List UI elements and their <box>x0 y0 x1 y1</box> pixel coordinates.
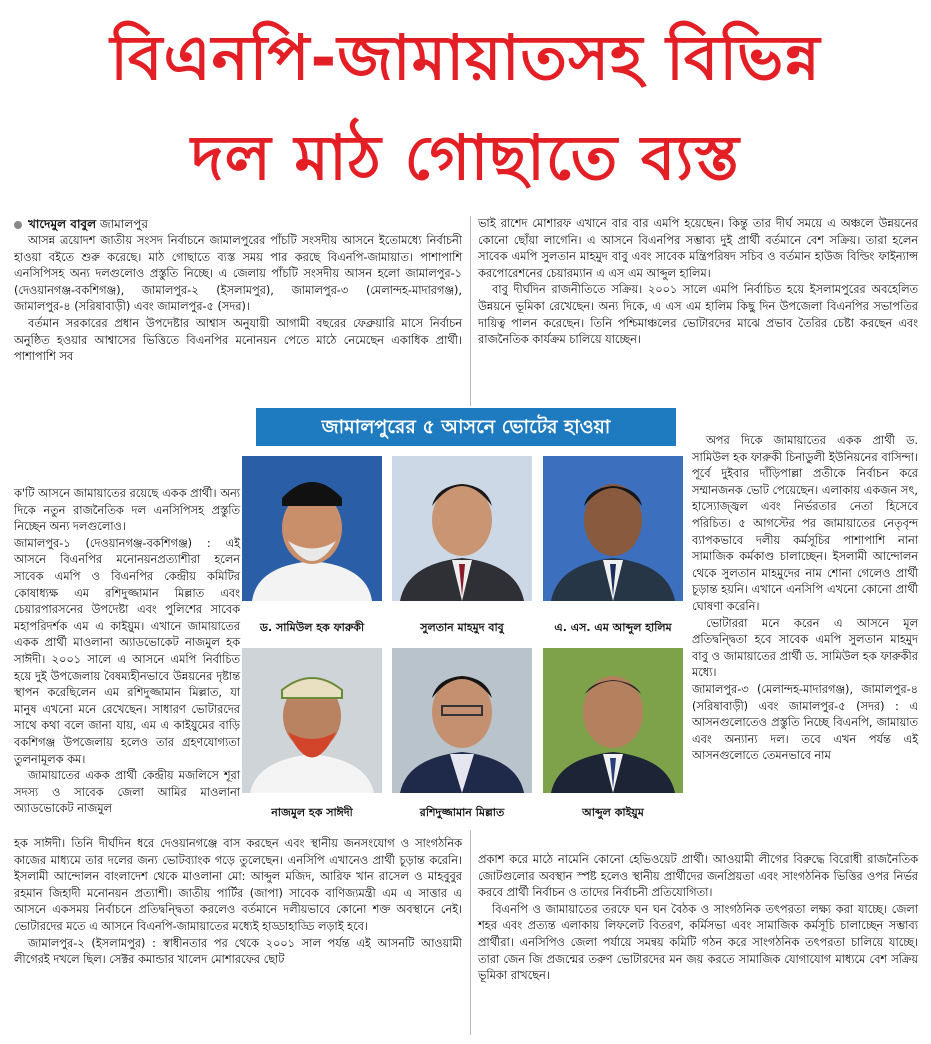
article-column-right-bottom <box>478 852 918 985</box>
author-name: খাদেমুল বাবুল <box>28 217 97 231</box>
portrait-photo <box>242 456 382 601</box>
paragraph: প্রকাশ করে মাঠে নামেনি কোনো হেভিওয়েট প্রার্থী। আওয়ামী লীগের বিরুদ্ধে বিরোধী রাজনৈতিক জোটগুলোর অবস্থান স্পষ্ট হলেও স্থানীয় প্রার্থীদের জনপ্রিয়তা এবং সাংগঠনিক ভিত্তির ওপর নির্ভর করবে প্রার্থী নির্বাচন ও তাদের নির্বাচনী প্রতিযোগিতা। <box>478 853 918 900</box>
author-place: জামালপুর <box>99 217 148 231</box>
portrait-photo <box>543 648 683 793</box>
paragraph: ভাই রাশেদ মোশারফ এখানে বার বার এমপি হয়েছেন। কিন্তু তার দীর্ঘ সময়ে এ অঞ্চলে উন্নয়নের কোনো ছোঁয়া লাগেনি। এ আসনে বিএনপির সম্ভাব্য দুই প্রার্থী বর্তমানে বেশ সক্রিয়। তারা হলেন সাবেক এমপি সুলতান মাহমুদ বাবু এবং সাবেক মন্ত্রিপরিষদ সচিব ও বর্তমান হাউজ বিল্ডিং ফাইন্যান্স করপোরেশনের চেয়ারম্যান এ এস এম আব্দুল হালিম। <box>478 217 918 280</box>
article-column-left-bottom <box>14 836 462 969</box>
column-divider <box>470 830 471 1035</box>
paragraph: জামায়াতের একক প্রার্থী কেন্দ্রীয় মজলিসে শূরা সদস্য ও সাবেক জেলা আমির মাওলানা অ্যাডভোকেট নাজমুল <box>14 769 240 816</box>
headline-line-1: বিএনপি-জামায়াতসহ বিভিন্ন <box>110 21 821 94</box>
bullet-icon <box>14 221 22 229</box>
paragraph: বাবু দীর্ঘদিন রাজনীতিতে সক্রিয়। ২০০১ সালে এমপি নির্বাচিত হয়ে ইসলামপুরের অবহেলিত উন্নয়নে ভূমিকা রেখেছেন। অন্য দিকে, এ এস এম হালিম কিছু দিন উপজেলা বিএনপির সভাপতির দায়িত্ব পালন করেছেন। তিনি পশ্চিমাঞ্চলের ভোটারদের মাঝে প্রভাব তৈরির চেষ্টা করছেন এবং রাজনৈতিক কার্যক্রম চালিয়ে যাচ্ছেন। <box>478 283 918 347</box>
headline-line-2: দল মাঠ গোছাতে ব্যস্ত <box>191 121 740 194</box>
portrait-photo <box>242 648 382 793</box>
paragraph: ক'টি আসনে জামায়াতের রয়েছে একক প্রার্থী। অন্য দিকে নতুন রাজনৈতিক দল এনসিপিসহ প্রস্তুতি নিচ্ছেন অন্য দলগুলোও। <box>14 487 240 534</box>
paragraph: ভোটাররা মনে করেন এ আসনে মূল প্রতিদ্বন্দ্বিতা হবে সাবেক এমপি সুলতান মাহমুদ বাবু ও জামায়াতের প্রার্থী ড. সামিউল হক ফারুকীর মধ্যে। <box>692 616 918 680</box>
photo-caption: রশিদুজ্জামান মিল্লাত <box>419 806 505 819</box>
photo-caption: আব্দুল কাইয়ুম <box>582 806 644 819</box>
portrait-icon <box>392 648 532 793</box>
portrait-icon <box>543 456 683 601</box>
portrait-icon <box>242 648 382 793</box>
paragraph: বর্তমান সরকারের প্রধান উপদেষ্টার আশ্বাস অনুযায়ী আগামী বছরের ফেব্রুয়ারি মাসে নির্বাচন অনুষ্ঠিত হওয়ার আশ্বাসের ভিত্তিতে বিএনপির মনোনয়ন পেতে মাঠে নেমেছেন একাধিক প্রার্থী। পাশাপাশি সব <box>14 316 462 364</box>
portrait-photo <box>392 648 532 793</box>
column-divider <box>470 216 471 406</box>
portrait-icon <box>543 648 683 793</box>
headline <box>0 8 931 208</box>
paragraph: আসন্ন ত্রয়োদশ জাতীয় সংসদ নির্বাচনে জামালপুরের পাঁচটি সংসদীয় আসনে ইতোমধ্যে নির্বাচনী হাওয়া বইতে শুরু করেছে। মাঠ গোছাতে ব্যস্ত সময় পার করছে বিএনপি-জামায়াত। পাশাপাশি এনসিপিসহ অন্য দলগুলোও প্রস্তুতি নিচ্ছে। এ জেলায় পাঁচটি সংসদীয় আসন হলো জামালপুর-১ (দেওয়ানগঞ্জ-বকশিগঞ্জ), জামালপুর-২ (ইসলামপুর), জামালপুর-৩ (মেলান্দহ-মাদারগঞ্জ), জামালপুর-৪ (সরিষাবাড়ী) এবং জামালপুর-৫ (সদর)। <box>14 234 462 314</box>
photo-caption: সুলতান মাহমুদ বাবু <box>420 621 504 634</box>
portrait-photo <box>392 456 532 601</box>
photo-box-title: জামালপুরের ৫ আসনে ভোটের হাওয়া <box>256 408 676 446</box>
portrait-icon <box>392 456 532 601</box>
article-column-right-narrow <box>692 433 918 765</box>
article-column-left-narrow <box>14 486 240 818</box>
paragraph: অপর দিকে জামায়াতের একক প্রার্থী ড. সামিউল হক ফারুকী চিনাডুলী ইউনিয়নের বাসিন্দা। পূর্বে দুইবার দাঁড়িপাল্লা প্রতীকে নির্বাচন করে সম্মানজনক ভোট পেয়েছেন। এলাকায় একজন সৎ, হাস্যোজ্জ্বল এবং নির্ভরতার নেতা হিসেবে পরিচিত। ৫ আগস্টের পর জামায়াতের নেতৃবৃন্দ ব্যাপকভাবে দলীয় কর্মসূচির পাশাপাশি নানা সামাজিক কর্মকাণ্ড চালাচ্ছেন। ইসলামী আন্দোলন থেকে সুলতান মাহমুদের নাম শোনা গেলেও প্রার্থী চূড়ান্ত হয়নি। এখানে এনসিপি এখনো কোনো প্রার্থী ঘোষণা করেনি। <box>692 434 918 613</box>
portrait-icon <box>242 456 382 601</box>
paragraph: বিএনপি ও জামায়াতের তরফে ঘন ঘন বৈঠক ও সাংগঠনিক তৎপরতা লক্ষ্য করা যাচ্ছে। জেলা শহর এবং প্রত্যন্ত এলাকায় লিফলেট বিতরণ, কর্মিসভা এবং সামাজিক কর্মসূচি চালাচ্ছেন সম্ভাব্য প্রার্থীরা। এনসিপিও জেলা পর্যায়ে সমন্বয় কমিটি গঠন করে সাংগঠনিক তৎপরতা চালিয়ে যাচ্ছে। তারা জেন জি প্রজন্মের তরুণ ভোটারদের মন জয় করতে সামাজিক যোগাযোগ মাধ্যমে বেশ সক্রিয় ভূমিকা রাখছেন। <box>478 902 918 983</box>
article-column-left-top <box>14 233 462 366</box>
article-column-right-top <box>478 216 918 349</box>
paragraph: জামালপুর-৩ (মেলান্দহ-মাদারগঞ্জ), জামালপুর-৪ (সরিষাবাড়ী) এবং জামালপুর-৫ (সদর) : এ আসনগুলোতেও প্রস্তুতি নিচ্ছে বিএনপি, জামায়াত এবং অন্যান্য দল। তবে এখন পর্যন্ত এই আসনগুলোতে তেমনভাবে নাম <box>692 682 918 763</box>
byline <box>14 216 148 232</box>
paragraph: জামালপুর-১ (দেওয়ানগঞ্জ-বকশিগঞ্জ) : এই আসনে বিএনপির মনোনয়নপ্রত্যাশীরা হলেন সাবেক এমপি ও বিএনপির কেন্দ্রীয় কমিটির কোষাধ্যক্ষ এম রশিদুজ্জামান মিল্লাত এবং চেয়ারপারসনের উপদেষ্টা এবং পুলিশের সাবেক মহাপরিদর্শক এম এ কাইয়ুম। এখানে জামায়াতের একক প্রার্থী মাওলানা অ্যাডভোকেট নাজমুল হক সাঈদী। ২০০১ সালে এ আসনে এমপি নির্বাচিত হয়ে দুই উপজেলায় বৈষম্যহীনভাবে উন্নয়নের দৃষ্টান্ত স্থাপন করেছিলেন এম রশিদুজ্জামান মিল্লাত, যা মানুষ এখনো মনে রেখেছেন। সাধারণ ভোটারদের সাথে কথা বলে জানা যায়, এম এ কাইয়ুমের বাড়ি বকশিগঞ্জ উপজেলায় হলেও তার গ্রহণযোগ্যতা তুলনামূলক কম। <box>14 536 240 766</box>
portrait-photo <box>543 456 683 601</box>
paragraph: জামালপুর-২ (ইসলামপুর) : স্বাধীনতার পর থেকে ২০০১ সাল পর্যন্ত এই আসনটি আওয়ামী লীগেরই দখলে ছিল। সেক্টর কমান্ডার খালেদ মোশারফের ছোট <box>14 936 462 967</box>
photo-caption: নাজমুল হক সাঈদী <box>271 806 353 819</box>
photo-caption: ড. সামিউল হক ফারুকী <box>259 621 365 634</box>
paragraph: হক সাঈদী। তিনি দীর্ঘদিন ধরে দেওয়ানগঞ্জে বাস করছেন এবং স্থানীয় জনসংযোগ ও সাংগঠনিক কাজের মাধ্যমে তার দলের জন্য ভোটব্যাংক গড়ে তুলেছেন। এনসিপি এখানেও প্রার্থী চূড়ান্ত করেনি। ইসলামী আন্দোলন বাংলাদেশ থেকে মাওলানা মো: আব্দুল মজিদ, আরিফ খান রাসেল ও মাহবুবুর রহমান জিহাদী মনোনয়ন প্রত্যাশী। জাতীয় পার্টির (জাপা) সাবেক বাণিজ্যমন্ত্রী এম এ সাত্তার এ আসনে একসময় নির্বাচনে প্রতিদ্বন্দ্বিতা করলেও বর্তমানে দলীয়ভাবে কোনো শক্ত অবস্থানে নেই। ভোটারদের মতে এ আসনে বিএনপি-জামায়াতের মধ্যেই হাড্ডাহাড্ডি লড়াই হবে। <box>14 837 462 933</box>
photo-caption: এ. এস. এম আব্দুল হালিম <box>554 621 672 634</box>
